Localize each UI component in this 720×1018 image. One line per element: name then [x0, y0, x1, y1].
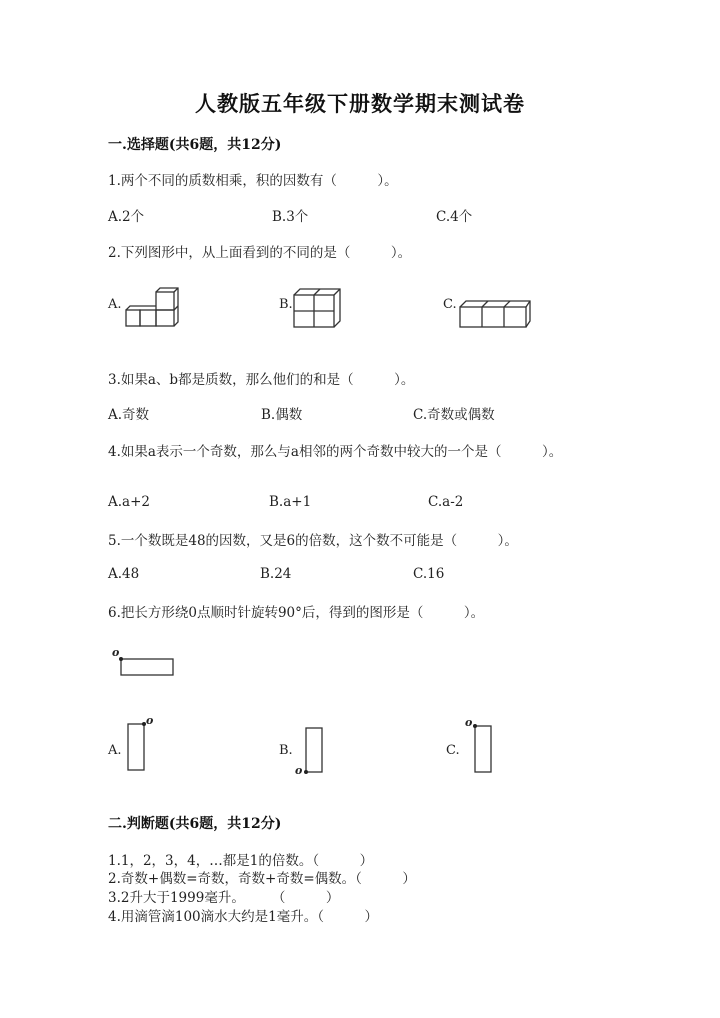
q1-option-b[interactable]: B.3个 — [272, 209, 309, 225]
q2-figure-b — [292, 289, 344, 329]
q3-option-b[interactable]: B.偶数 — [261, 407, 303, 423]
q6-option-a-label[interactable]: A. — [108, 743, 122, 758]
q2-option-c-label[interactable]: C. — [443, 297, 457, 312]
q5-option-a[interactable]: A.48 — [108, 566, 140, 582]
question-6: 6.把长方形绕0点顺时针旋转90°后，得到的图形是（ ）。 — [108, 605, 485, 621]
page-title: 人教版五年级下册数学期末测试卷 — [195, 91, 525, 116]
q3-option-a[interactable]: A.奇数 — [108, 407, 150, 423]
q4-option-c[interactable]: C.a-2 — [428, 494, 464, 510]
section-heading-choice: 一.选择题(共6题，共12分) — [108, 137, 282, 153]
judgement-item-1: 1.1，2，3，4，…都是1的倍数。（ ） — [108, 853, 374, 869]
q6-option-b-label[interactable]: B. — [279, 743, 293, 758]
section-heading-judgement: 二.判断题(共6题，共12分) — [108, 816, 282, 832]
q6-option-c-label[interactable]: C. — [446, 743, 460, 758]
question-4: 4.如果a表示一个奇数，那么与a相邻的两个奇数中较大的一个是（ ）。 — [108, 444, 563, 460]
q5-option-b[interactable]: B.24 — [260, 566, 292, 582]
q2-option-a-label[interactable]: A. — [108, 297, 122, 312]
q6-given-rectangle — [110, 648, 180, 678]
q3-option-c[interactable]: C.奇数或偶数 — [413, 407, 495, 423]
q6-figure-b — [300, 724, 330, 776]
q6-point-label-c: o — [465, 716, 473, 729]
q6-point-label-given: o — [112, 646, 120, 659]
question-2: 2.下列图形中，从上面看到的不同的是（ ）。 — [108, 245, 412, 261]
q2-figure-a — [120, 288, 180, 332]
q4-option-b[interactable]: B.a+1 — [269, 494, 312, 510]
q1-option-a[interactable]: A.2个 — [108, 209, 145, 225]
q6-point-label-b: o — [295, 764, 303, 777]
judgement-item-4: 4.用滴管滴100滴水大约是1毫升。（ ） — [108, 909, 378, 925]
judgement-item-2: 2.奇数+偶数=奇数，奇数+奇数=偶数。（ ） — [108, 871, 416, 887]
q4-option-a[interactable]: A.a+2 — [108, 494, 150, 510]
q2-option-b-label[interactable]: B. — [279, 297, 293, 312]
q2-figure-c — [458, 301, 532, 329]
q6-point-label-a: o — [146, 714, 154, 727]
judgement-item-3: 3.2升大于1999毫升。 （ ） — [108, 890, 340, 906]
q1-option-c[interactable]: C.4个 — [436, 209, 473, 225]
q5-option-c[interactable]: C.16 — [413, 566, 445, 582]
q6-figure-c — [470, 720, 500, 776]
question-5: 5.一个数既是48的因数，又是6的倍数，这个数不可能是（ ）。 — [108, 533, 518, 549]
question-1: 1.两个不同的质数相乘，积的因数有（ ）。 — [108, 173, 398, 189]
question-3: 3.如果a、b都是质数，那么他们的和是（ ）。 — [108, 372, 415, 388]
